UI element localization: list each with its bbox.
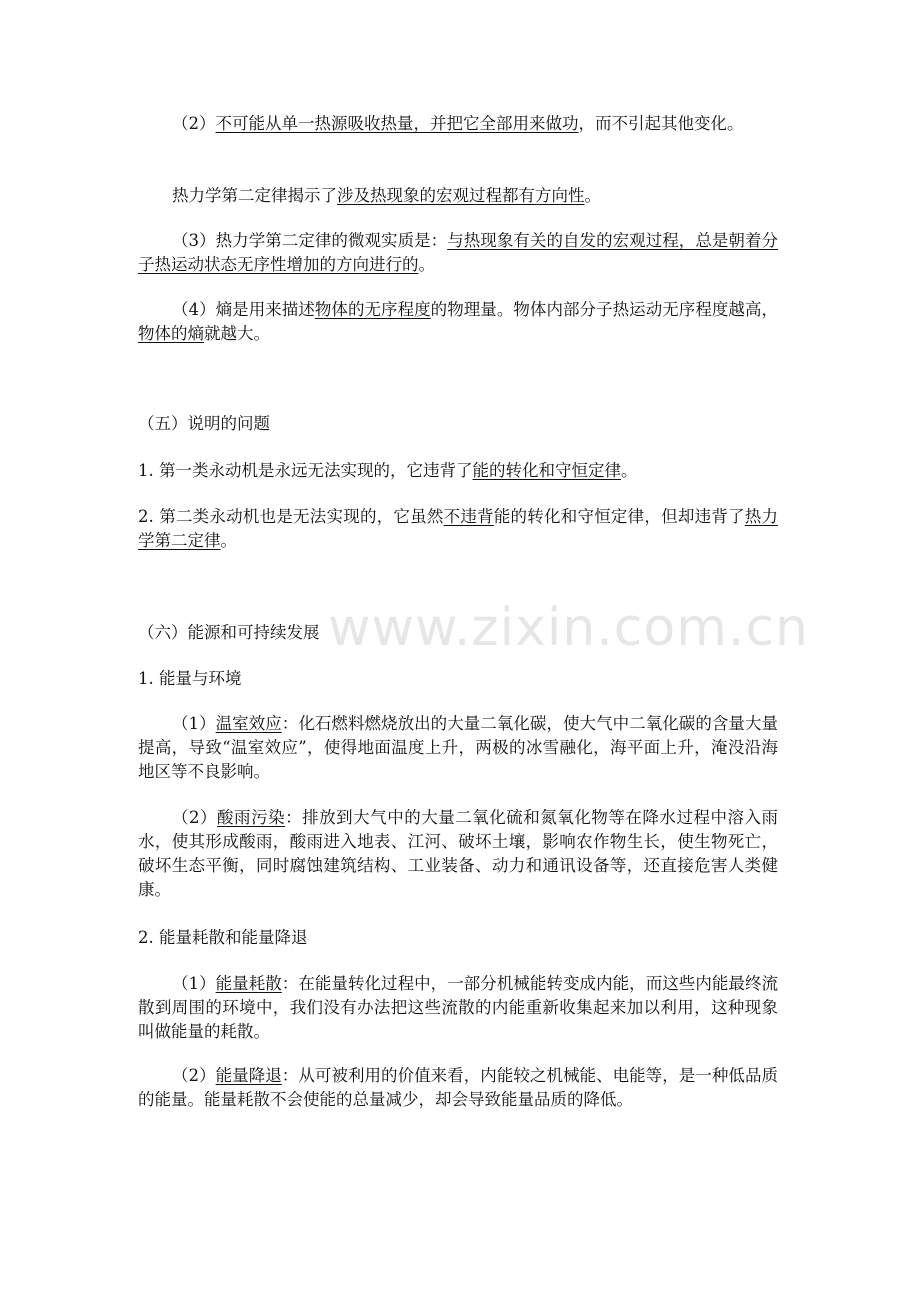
list-item-second-perpetual-motion xyxy=(138,505,778,553)
underlined-key-phrase: 不可能从单一热源吸收热量，并把它全部用来做功 xyxy=(215,114,579,133)
paragraph-text: （3）热力学第二定律的微观实质是： xyxy=(172,231,448,250)
underlined-key-phrase: 与热现象有关的自发的宏观过程，总是朝着分子热运动状态无序性增加的方向进行的 xyxy=(138,231,779,274)
underlined-key-phrase: 能的转化和守恒定律 xyxy=(472,461,621,480)
paragraph-number: （1） xyxy=(172,714,216,733)
paragraph-energy-degradation xyxy=(138,1064,778,1112)
paragraph-text: ：化石燃料燃烧放出的大量二氧化碳，使大气中二氧化碳的含量大量提高，导致“温室效应”，使得地面温度上升，两极的冰雪融化，海平面上升，淹没沿海地区等不良影响。 xyxy=(138,714,779,781)
list-item-first-perpetual-motion xyxy=(138,459,778,483)
paragraph-number: （1） xyxy=(172,974,216,993)
section-heading-five: （五）说明的问题 xyxy=(138,414,270,433)
subheading-dissipation-degradation: 2. 能量耗散和能量降退 xyxy=(138,928,308,947)
underlined-key-phrase: 物体的熵 xyxy=(138,324,204,343)
list-item-text: 2. 第二类永动机也是无法实现的，它虽然 xyxy=(138,507,444,526)
list-item-text: 1. 第一类永动机是永远无法实现的，它违背了 xyxy=(138,461,473,480)
paragraph-second-law-statement xyxy=(138,112,778,136)
underlined-key-phrase: 热力学第二定律 xyxy=(138,507,779,550)
underlined-key-phrase: 温室效应 xyxy=(215,714,282,733)
paragraph-number: （2） xyxy=(172,1066,216,1085)
underlined-key-phrase: 物体的无序程度 xyxy=(314,300,431,319)
list-item-text: 。 xyxy=(220,531,237,550)
list-item-text: 。 xyxy=(621,461,638,480)
paragraph-text: 热力学第二定律揭示了 xyxy=(172,186,337,205)
paragraph-number: （2） xyxy=(172,808,218,827)
paragraph-greenhouse-effect xyxy=(138,712,778,784)
paragraph-text: 的物理量。物体内部分子热运动无序程度越高， xyxy=(430,300,779,319)
section-heading-six: （六）能源和可持续发展 xyxy=(138,623,320,642)
paragraph-acid-rain xyxy=(138,806,778,902)
paragraph-text: （4）熵是用来描述 xyxy=(172,300,315,319)
paragraph-energy-dissipation xyxy=(138,972,778,1044)
paragraph-text: 。 xyxy=(418,255,435,274)
paragraph-text: ，而不引起其他变化。 xyxy=(578,114,744,133)
paragraph-text: ：在能量转化过程中，一部分机械能转变成内能，而这些内能最终流散到周围的环境中，我们没有办法把这些流散的内能重新收集起来加以利用，这种现象叫做能量的耗散。 xyxy=(138,974,779,1041)
paragraph-text: 就越大。 xyxy=(204,324,270,343)
paragraph-text: 。 xyxy=(584,186,601,205)
paragraph-microscopic-essence xyxy=(138,229,778,277)
paragraph-text: ：从可被利用的价值来看，内能较之机械能、电能等，是一种低品质的能量。能量耗散不会使能的总量减少，却会导致能量品质的降低。 xyxy=(138,1066,779,1109)
subheading-energy-environment: 1. 能量与环境 xyxy=(138,669,242,688)
paragraph-second-law-direction xyxy=(138,184,778,208)
paragraph-text: ：排放到大气中的大量二氧化硫和氮氧化物等在降水过程中溶入雨水，使其形成酸雨，酸雨进入地表、江河、破坏土壤，影响农作物生长，使生物死亡，破坏生态平衡，同时腐蚀建筑结构、工业装备、动力和通讯设备等，还直接危害人类健康。 xyxy=(138,808,779,899)
underlined-key-phrase: 能量降退 xyxy=(215,1066,282,1085)
underlined-key-phrase: 酸雨污染 xyxy=(217,808,286,827)
underlined-key-phrase: 涉及热现象的宏观过程都有方向性 xyxy=(337,186,585,205)
list-item-text: 能的转化和守恒定律，但却违背了 xyxy=(493,507,745,526)
paragraph-number: （2） xyxy=(172,114,216,133)
paragraph-entropy-definition xyxy=(138,298,778,346)
underlined-key-phrase: 不违背 xyxy=(443,507,494,526)
watermark: www.zixin.com.cn xyxy=(328,598,809,658)
underlined-key-phrase: 能量耗散 xyxy=(215,974,282,993)
